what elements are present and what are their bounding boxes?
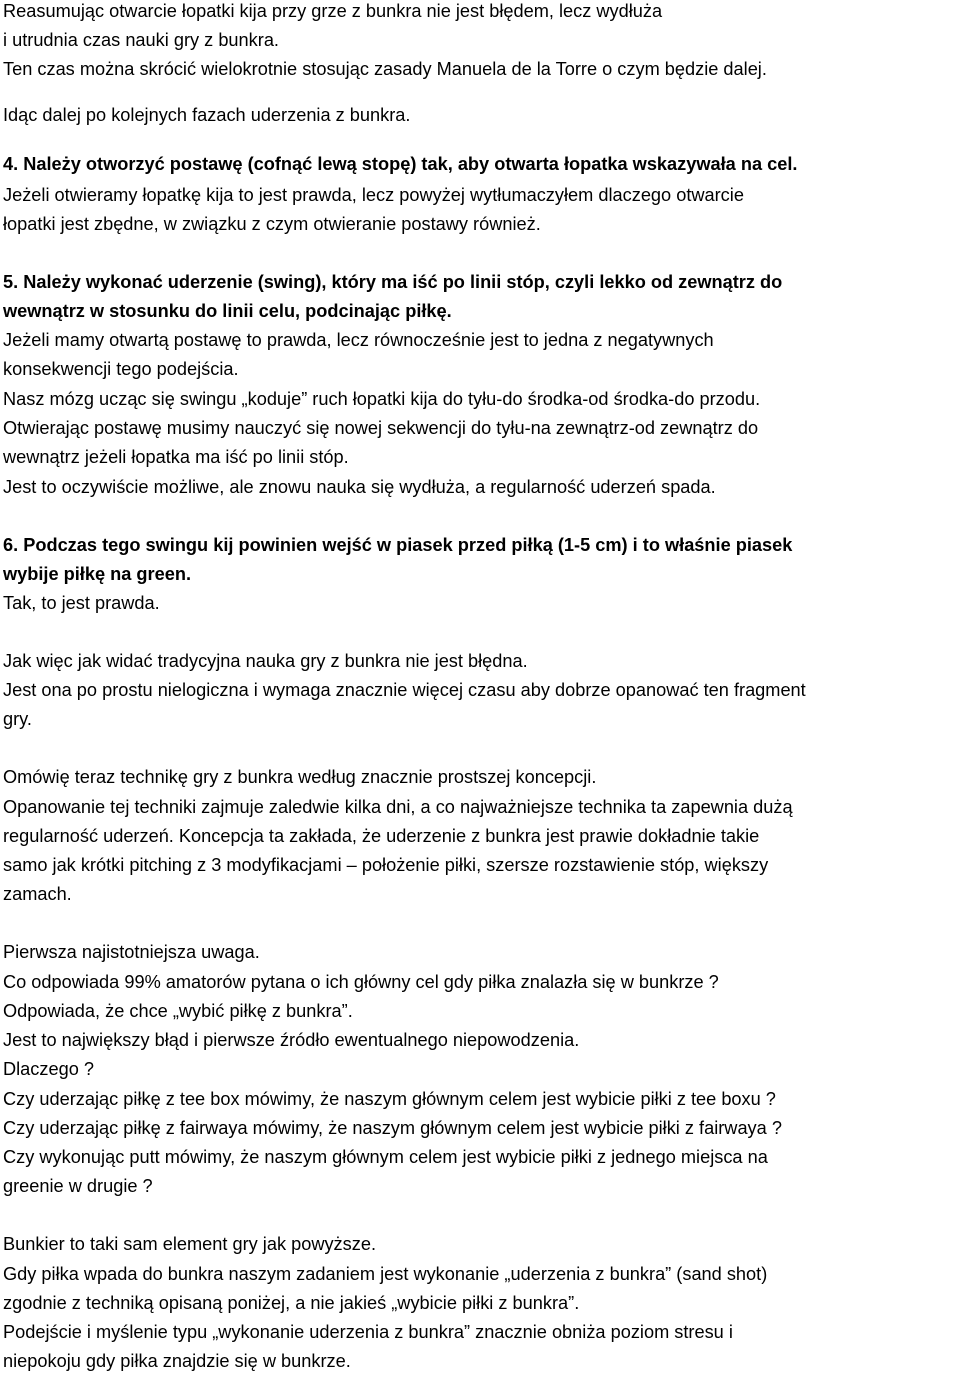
bunker-line-3: zgodnie z techniką opisaną poniżej, a nie jakieś „wybicie piłki z bunkra”. (3, 1293, 580, 1313)
bunker-line-4: Podejście i myślenie typu „wykonanie uderzenia z bunkra” znacznie obniża poziom stresu i (3, 1322, 733, 1342)
point-5-heading-line-2: wewnątrz w stosunku do linii celu, podcinając piłkę. (3, 301, 452, 321)
technique-line-5: zamach. (3, 884, 72, 904)
bunker-line-2: Gdy piłka wpada do bunkra naszym zadaniem jest wykonanie „uderzenia z bunkra” (sand shot) (3, 1264, 768, 1284)
point-5-line-2: konsekwencji tego podejścia. (3, 359, 239, 379)
bunker-line-5: niepokoju gdy piłka znajdzie się w bunkrze. (3, 1351, 351, 1371)
conclusion-line-3: gry. (3, 709, 32, 729)
first-remark-line-3: Odpowiada, że chce „wybić piłkę z bunkra”. (3, 1001, 353, 1021)
conclusion-line-1: Jak więc jak widać tradycyjna nauka gry z bunkra nie jest błędna. (3, 651, 528, 671)
point-6-heading-line-1: 6. Podczas tego swingu kij powinien wejść w piasek przed piłką (1-5 cm) i to właśnie piasek (3, 535, 793, 555)
point-6-line-1: Tak, to jest prawda. (3, 593, 160, 613)
bunker-line-1: Bunkier to taki sam element gry jak powyższe. (3, 1234, 376, 1254)
point-4-line-1: Jeżeli otwieramy łopatkę kija to jest prawda, lecz powyżej wytłumaczyłem dlaczego otwarcie (3, 185, 744, 205)
point-4-heading: 4. Należy otworzyć postawę (cofnąć lewą stopę) tak, aby otwarta łopatka wskazywała na cel. (3, 154, 798, 174)
intro-line-4: Idąc dalej po kolejnych fazach uderzenia z bunkra. (3, 105, 411, 125)
first-remark-line-9: greenie w drugie ? (3, 1176, 153, 1196)
point-5-line-5: wewnątrz jeżeli łopatka ma iść po linii stóp. (3, 447, 349, 467)
point-5-heading-line-1: 5. Należy wykonać uderzenie (swing), który ma iść po linii stóp, czyli lekko od zewnątrz do (3, 272, 783, 292)
technique-line-4: samo jak krótki pitching z 3 modyfikacjami – położenie piłki, szersze rozstawienie stóp, większy (3, 855, 769, 875)
point-5-line-4: Otwierając postawę musimy nauczyć się nowej sekwencji do tyłu-na zewnątrz-od zewnątrz do (3, 418, 759, 438)
first-remark-line-2: Co odpowiada 99% amatorów pytana o ich główny cel gdy piłka znalazła się w bunkrze ? (3, 972, 719, 992)
point-6-heading-line-2: wybije piłkę na green. (3, 564, 192, 584)
point-4-line-2: łopatki jest zbędne, w związku z czym otwieranie postawy również. (3, 214, 541, 234)
intro-line-2: i utrudnia czas nauki gry z bunkra. (3, 30, 279, 50)
conclusion-line-2: Jest ona po prostu nielogiczna i wymaga znacznie więcej czasu aby dobrze opanować ten fragment (3, 680, 806, 700)
first-remark-line-6: Czy uderzając piłkę z tee box mówimy, że naszym głównym celem jest wybicie piłki z tee boxu ? (3, 1089, 776, 1109)
first-remark-line-4: Jest to największy błąd i pierwsze źródło ewentualnego niepowodzenia. (3, 1030, 580, 1050)
point-5-line-1: Jeżeli mamy otwartą postawę to prawda, lecz równocześnie jest to jedna z negatywnych (3, 330, 714, 350)
intro-line-3: Ten czas można skrócić wielokrotnie stosując zasady Manuela de la Torre o czym będzie dalej. (3, 59, 767, 79)
first-remark-line-7: Czy uderzając piłkę z fairwaya mówimy, że naszym głównym celem jest wybicie piłki z fairwaya ? (3, 1118, 782, 1138)
intro-line-1: Reasumując otwarcie łopatki kija przy grze z bunkra nie jest błędem, lecz wydłuża (3, 1, 663, 21)
technique-line-1: Omówię teraz technikę gry z bunkra według znacznie prostszej koncepcji. (3, 767, 597, 787)
first-remark-line-5: Dlaczego ? (3, 1059, 94, 1079)
point-5-line-6: Jest to oczywiście możliwe, ale znowu nauka się wydłuża, a regularność uderzeń spada. (3, 477, 716, 497)
point-5-line-3: Nasz mózg ucząc się swingu „koduje” ruch łopatki kija do tyłu-do środka-od środka-do przodu. (3, 389, 761, 409)
technique-line-3: regularność uderzeń. Koncepcja ta zakłada, że uderzenie z bunkra jest prawie dokładnie takie (3, 826, 760, 846)
technique-line-2: Opanowanie tej techniki zajmuje zaledwie kilka dni, a co najważniejsze technika ta zapewnia dużą (3, 797, 793, 817)
first-remark-line-8: Czy wykonując putt mówimy, że naszym głównym celem jest wybicie piłki z jednego miejsca na (3, 1147, 768, 1167)
first-remark-line-1: Pierwsza najistotniejsza uwaga. (3, 942, 260, 962)
